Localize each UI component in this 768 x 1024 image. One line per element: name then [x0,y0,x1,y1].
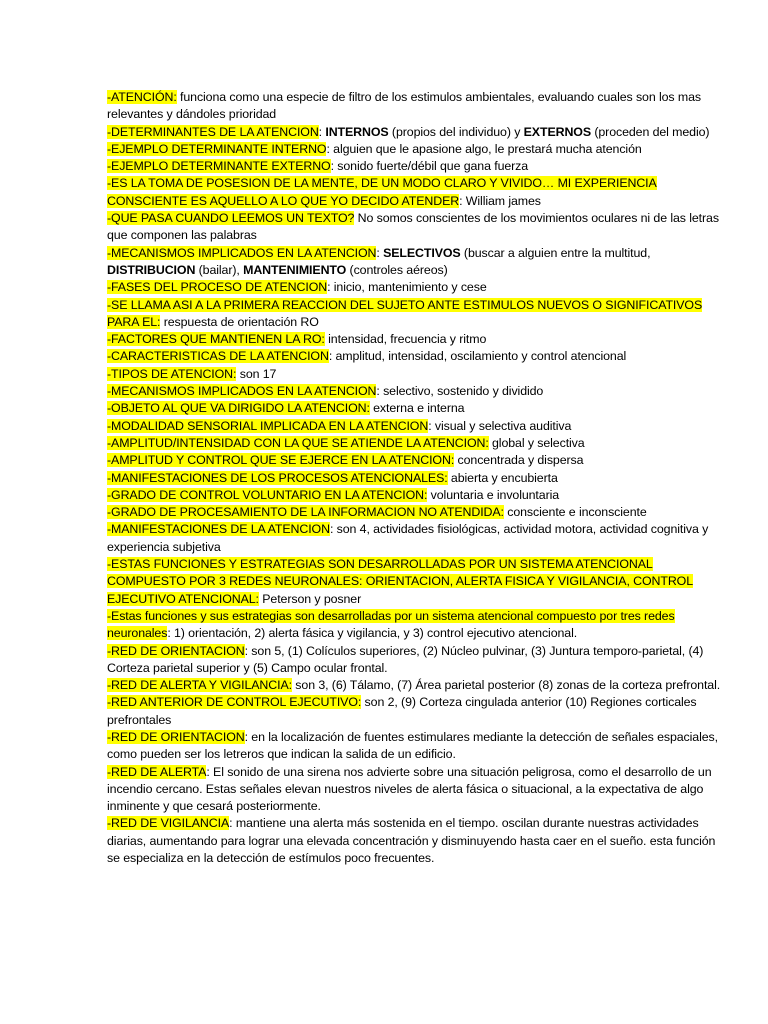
highlighted-term: -GRADO DE PROCESAMIENTO DE LA INFORMACION NO ATENDIDA: [107,505,504,520]
note-text: global y selectiva [488,435,585,450]
note-text: intensidad, frecuencia y ritmo [324,332,487,347]
highlighted-term: -ATENCIÓN: [107,90,177,104]
note-entry [107,366,728,383]
note-text: son 3, (6) Tálamo, (7) Área parietal posterior (8) zonas de la corteza prefrontal. [291,678,721,693]
note-entry [107,418,728,435]
note-text: : sonido fuerte/débil que gana fuerza [330,159,529,174]
note-entry [107,815,728,867]
note-entry [107,158,728,175]
highlighted-term: -SE LLAMA ASI A LA PRIMERA REACCION DEL SUJETO ANTE ESTIMULOS NUEVOS O SIGNIFICATIVOS PARA EL: [107,297,703,329]
highlighted-term: -RED DE ALERTA Y VIGILANCIA: [107,678,292,693]
highlighted-term: -MECANISMOS IMPLICADOS EN LA ATENCION [107,245,377,260]
note-text: : 1) orientación, 2) alerta fásica y vigilancia, y 3) control ejecutivo atencional. [167,626,578,641]
note-text: : visual y selectiva auditiva [428,418,572,433]
bold-term: SELECTIVOS [383,245,461,260]
note-entry [107,608,728,643]
highlighted-term: -TIPOS DE ATENCION: [107,366,237,381]
note-text: (controles aéreos) [346,262,448,277]
note-text: consciente e inconsciente [503,505,647,520]
highlighted-term: -EJEMPLO DETERMINANTE EXTERNO [107,159,331,174]
highlighted-term: -QUE PASA CUANDO LEEMOS UN TEXTO? [107,211,355,226]
bold-term: INTERNOS [325,124,389,139]
note-entry [107,331,728,348]
note-text: (propios del individuo) y [388,124,524,139]
highlighted-term: -AMPLITUD/INTENSIDAD CON LA QUE SE ATIENDE LA ATENCION: [107,435,489,450]
note-entry [107,141,728,158]
note-entry [107,279,728,296]
highlighted-term: -MANIFESTACIONES DE LOS PROCESOS ATENCIONALES: [107,470,448,485]
note-text: : inicio, mantenimiento y cese [327,280,487,295]
highlighted-term: -MECANISMOS IMPLICADOS EN LA ATENCION [107,384,377,399]
note-text: : [376,245,384,260]
study-notes [107,89,728,867]
highlighted-term: -FASES DEL PROCESO DE ATENCION [107,280,328,295]
bold-term: DISTRIBUCION [107,262,196,277]
note-entry [107,694,728,729]
note-entry [107,556,728,608]
highlighted-term: -RED ANTERIOR DE CONTROL EJECUTIVO: [107,695,362,710]
note-entry [107,348,728,365]
note-entry [107,124,728,141]
highlighted-term: -RED DE VIGILANCIA [107,816,230,831]
note-text: Peterson y posner [258,591,362,606]
note-entry [107,383,728,400]
note-text: : amplitud, intensidad, oscilamiento y control atencional [328,349,627,364]
note-text: concentrada y dispersa [454,453,584,468]
note-text: son 2, (9) Corteza cingulada anterior (10) Regiones corticales prefrontales [107,695,697,727]
note-text: : son 4, actividades fisiológicas, actividad motora, actividad cognitiva y experiencia subjetiva [107,522,709,554]
note-text: respuesta de orientación RO [160,314,319,329]
note-text: : William james [459,193,541,208]
highlighted-term: -ES LA TOMA DE POSESION DE LA MENTE, DE UN MODO CLARO Y VIVIDO… MI EXPERIENCIA CONSCIENTE ES AQUELLO A LO QUE YO DECIDO ATENDER [107,176,657,208]
note-entry [107,210,728,245]
note-text: : en la localización de fuentes estimulares mediante la detección de señales espaciales, como pueden ser los letreros que indican la salida de un edificio. [107,729,718,762]
note-text: funciona como una especie de filtro de los estimulos ambientales, evaluando cuales son los mas relevantes y dándoles prioridad [107,90,701,122]
highlighted-term: -AMPLITUD Y CONTROL QUE SE EJERCE EN LA ATENCION: [107,453,455,468]
note-text: externa e interna [369,401,465,416]
highlighted-term: -MANIFESTACIONES DE LA ATENCION [107,522,330,537]
note-entry [107,504,728,521]
note-text: : selectivo, sostenido y dividido [376,384,544,399]
note-entry [107,245,728,280]
note-text: : alguien que le apasione algo, le prestará mucha atención [326,141,642,156]
highlighted-term: -FACTORES QUE MANTIENEN LA RO: [107,332,325,347]
note-text: (bailar), [195,262,244,277]
note-entry [107,487,728,504]
note-text: abierta y encubierta [447,470,558,485]
note-entry [107,729,728,764]
note-entry [107,677,728,694]
note-entry [107,175,728,210]
note-text: No somos conscientes de los movimientos oculares ni de las letras que componen las palabras [107,211,719,243]
highlighted-term: -RED DE ORIENTACION [107,729,245,744]
note-entry [107,521,728,556]
note-entry [107,435,728,452]
note-text: : [318,124,326,139]
note-text: : El sonido de una sirena nos advierte sobre una situación peligrosa, como el desarrollo de un incendio cercano. Estas señales elevan nuestros niveles de alerta fásica o situacional, a la expectativa de algo inminente y que cesará posteriormente. [107,764,712,814]
bold-term: MANTENIMIENTO [243,262,347,277]
highlighted-term: -Estas funciones y sus estrategias son desarrolladas por un sistema atencional compuesto por tres redes neuronales [107,608,675,641]
note-text: (proceden del medio) [591,124,710,139]
note-text: : mantiene una alerta más sostenida en el tiempo. oscilan durante nuestras actividades diarias, aumentando para lograr una elevada concentración y disminuyendo hasta caer en el sueño. esta función se especializa en la detección de estímulos poco frecuentes. [107,816,716,866]
highlighted-term: -RED DE ALERTA [107,764,207,779]
highlighted-term: -EJEMPLO DETERMINANTE INTERNO [107,141,327,156]
note-text: son 17 [236,366,277,381]
highlighted-term: -GRADO DE CONTROL VOLUNTARIO EN LA ATENCION: [107,487,428,502]
note-entry [107,452,728,469]
note-entry [107,643,728,678]
note-text: voluntaria e involuntaria [427,487,560,502]
note-text: (buscar a alguien entre la multitud, [460,245,651,260]
note-entry [107,400,728,417]
note-entry [107,470,728,487]
highlighted-term: -OBJETO AL QUE VA DIRIGIDO LA ATENCION: [107,401,370,416]
highlighted-term: -ESTAS FUNCIONES Y ESTRATEGIAS SON DESARROLLADAS POR UN SISTEMA ATENCIONAL COMPUESTO POR 3 REDES NEURONALES: ORIENTACION, ALERTA FISICA Y VIGILANCIA, CONTROL EJECUTIVO ATENCIONAL: [107,557,694,606]
highlighted-term: -RED DE ORIENTACION [107,643,245,658]
note-entry [107,89,728,124]
note-entry [107,764,728,816]
highlighted-term: -CARACTERISTICAS DE LA ATENCION [107,349,329,364]
note-text: : son 5, (1) Colículos superiores, (2) Núcleo pulvinar, (3) Juntura temporo-parietal, (4) Corteza parietal superior y (5) Campo ocular frontal. [107,643,704,675]
highlighted-term: -DETERMINANTES DE LA ATENCION [107,124,319,139]
bold-term: EXTERNOS [523,124,592,139]
highlighted-term: -MODALIDAD SENSORIAL IMPLICADA EN LA ATENCION [107,418,429,433]
note-entry [107,297,728,332]
